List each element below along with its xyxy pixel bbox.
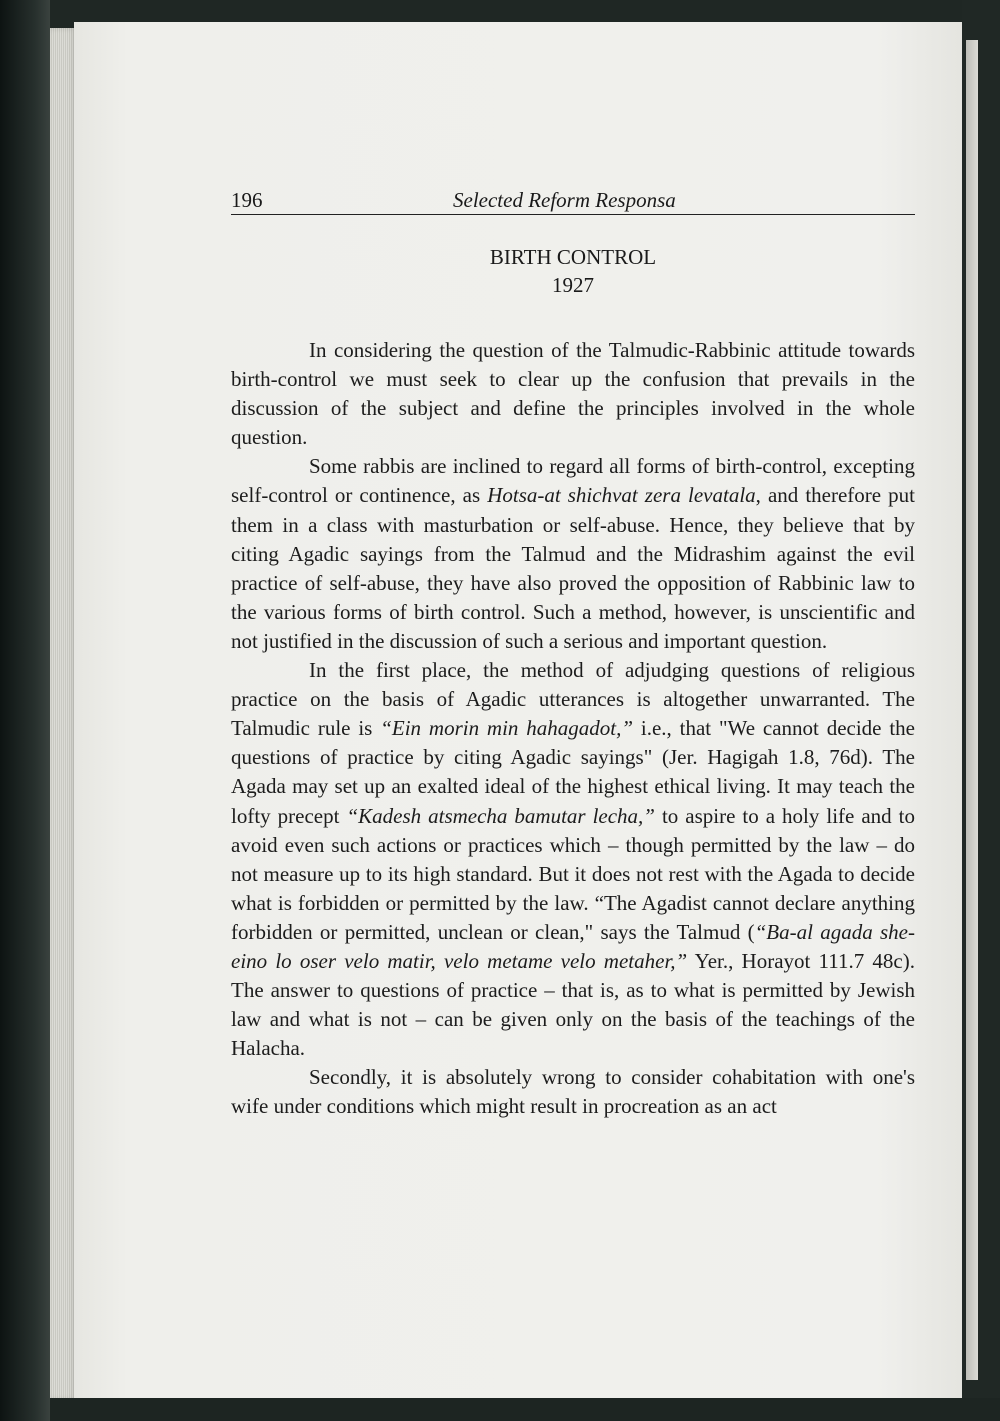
text-run: In considering the question of the Talmudic-Rabbinic attitude towards birth-control we must seek to clear up the confusion that prevails in the discussion of the subject and define the principles involved in the whole question. xyxy=(231,338,915,450)
paragraph xyxy=(231,656,915,1063)
running-title: Selected Reform Responsa xyxy=(453,188,676,212)
text-run: Some rabbis are inclined to regard all forms of birth-control, excepting self-control or continence, as xyxy=(231,454,915,508)
page-edges xyxy=(50,28,76,1400)
page-number: 196 xyxy=(231,188,263,212)
paragraph xyxy=(231,452,915,656)
chapter-title: BIRTH CONTROL xyxy=(489,245,657,269)
text-run: In the first place, the method of adjudging questions of religious practice on the basis of Agadic utterances is altogether unwarranted. The Talmudic rule is xyxy=(231,658,915,741)
paragraph xyxy=(231,1063,915,1121)
book-spine-shadow xyxy=(0,0,50,1421)
text-run: i.e., that "We cannot decide the questions of practice by citing Agadic sayings" (Jer. Hagigah 1.8, 76d). The Agada may set up an exalted ideal of the highest ethical living. It may teach the lofty precept xyxy=(231,716,915,828)
text-run: , and therefore put them in a class with masturbation or self-abuse. Hence, they believe that by citing Agadic sayings from the Talmud and the Midrashim against the evil practice of self-abuse, they have also proved the opposition of Rabbinic law to the various forms of birth control. Such a method, however, is unscientific and not justified in the discussion of such a serious and important question. xyxy=(231,483,915,653)
italic-phrase: “Kadesh atsmecha bamutar lecha,” xyxy=(346,803,655,828)
chapter-year: 1927 xyxy=(552,273,594,297)
text-run: Secondly, it is absolutely wrong to consider cohabitation with one's wife under conditions which might result in procreation as an act xyxy=(231,1065,915,1119)
paragraph xyxy=(231,336,915,452)
background-bottom xyxy=(50,1398,1000,1421)
next-page-edge xyxy=(966,40,978,1380)
body-text xyxy=(231,336,915,1122)
text-run: to aspire to a holy life and to avoid even such actions or practices which – though permitted by the law – do not measure up to its high standard. But it does not rest with the Agada to decide what is forbidden or permitted by the law. “The Agadist cannot declare anything forbidden or permitted, unclean or clean," says the Talmud ( xyxy=(231,803,916,944)
italic-phrase: “Ein morin min hahagadot,” xyxy=(380,716,634,741)
italic-phrase: “Ba-al agada she-eino lo oser velo matir, velo metame velo metaher,” xyxy=(231,919,915,973)
running-header xyxy=(231,188,915,215)
italic-phrase: Hotsa-at shichvat zera levatala xyxy=(487,483,756,508)
text-run: Yer., Horayot 111.7 48c). The answer to questions of practice – that is, as to what is permitted by Jewish law and what is not – can be given only on the basis of the teachings of the Halacha. xyxy=(231,948,915,1061)
